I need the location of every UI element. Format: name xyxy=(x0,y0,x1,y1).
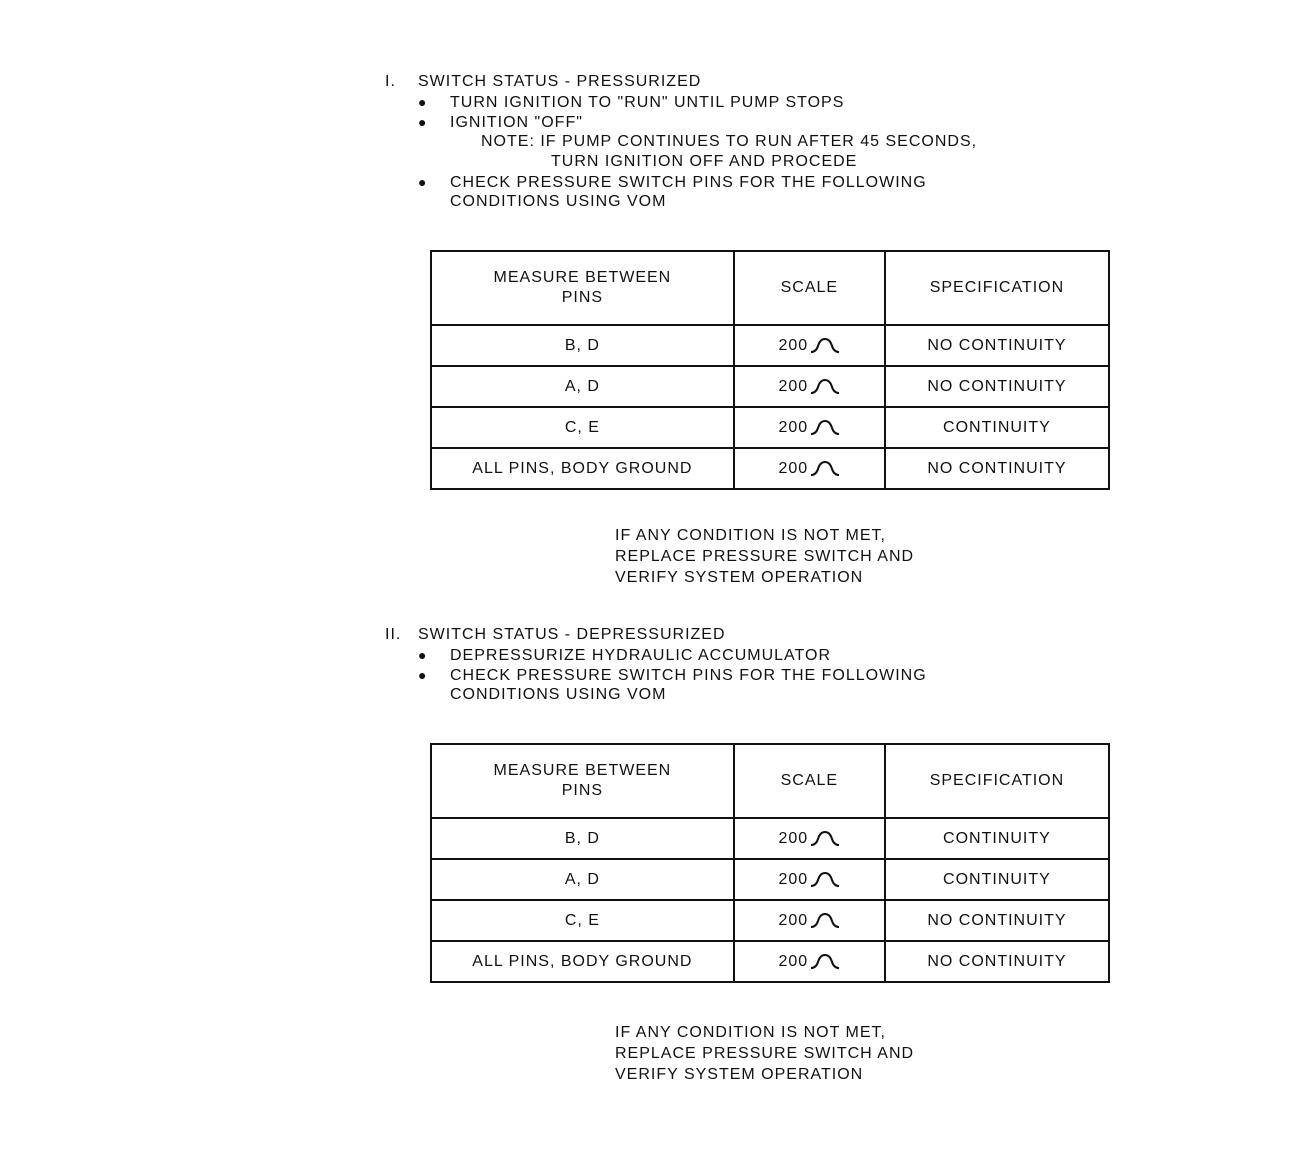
table-row xyxy=(431,941,1109,982)
list-item-text: IGNITION "OFF" xyxy=(450,114,583,131)
cell-scale xyxy=(734,407,885,448)
column-header-pins: MEASURE BETWEEN PINS xyxy=(431,744,734,818)
cell-specification: NO CONTINUITY xyxy=(885,366,1109,407)
cell-scale xyxy=(734,900,885,941)
section-pressurized xyxy=(385,72,1125,586)
ohm-icon xyxy=(810,420,840,436)
section-numeral: II. xyxy=(385,626,402,643)
bullet-icon: ● xyxy=(418,647,428,663)
list-item-text: CHECK PRESSURE SWITCH PINS FOR THE FOLLOWING xyxy=(450,667,927,684)
table-header-row xyxy=(431,744,1109,818)
column-header-scale: SCALE xyxy=(734,744,885,818)
result-instructions xyxy=(615,1022,914,1085)
scale-value: 200 xyxy=(778,336,809,354)
result-line: VERIFY SYSTEM OPERATION xyxy=(615,1066,864,1083)
list-item xyxy=(385,112,1125,132)
spec-table-depressurized xyxy=(430,743,1110,983)
result-line: VERIFY SYSTEM OPERATION xyxy=(615,569,864,586)
table-row xyxy=(431,366,1109,407)
cell-pins: A, D xyxy=(431,366,734,407)
table-row xyxy=(431,900,1109,941)
ohm-icon xyxy=(810,831,840,847)
cell-pins: B, D xyxy=(431,325,734,366)
cell-specification: NO CONTINUITY xyxy=(885,325,1109,366)
section-title: SWITCH STATUS - PRESSURIZED xyxy=(418,73,702,90)
section-depressurized xyxy=(385,625,1125,1083)
table-row xyxy=(431,407,1109,448)
list-item-text: TURN IGNITION TO "RUN" UNTIL PUMP STOPS xyxy=(450,94,845,111)
table-row xyxy=(431,448,1109,489)
note-line-continued: TURN IGNITION OFF AND PROCEDE xyxy=(551,153,858,170)
ohm-icon xyxy=(810,913,840,929)
cell-pins: ALL PINS, BODY GROUND xyxy=(431,941,734,982)
scale-value: 200 xyxy=(778,377,809,395)
cell-scale xyxy=(734,366,885,407)
cell-scale xyxy=(734,325,885,366)
result-line: REPLACE PRESSURE SWITCH AND xyxy=(615,548,915,565)
section-heading xyxy=(385,72,1125,92)
cell-specification: CONTINUITY xyxy=(885,818,1109,859)
cell-specification: CONTINUITY xyxy=(885,859,1109,900)
list-item-continued: CONDITIONS USING VOM xyxy=(450,193,667,210)
cell-specification: NO CONTINUITY xyxy=(885,448,1109,489)
ohm-icon xyxy=(810,461,840,477)
scale-value: 200 xyxy=(778,870,809,888)
cell-pins: A, D xyxy=(431,859,734,900)
cell-specification: NO CONTINUITY xyxy=(885,941,1109,982)
result-line: IF ANY CONDITION IS NOT MET, xyxy=(615,527,886,544)
ohm-icon xyxy=(810,954,840,970)
scale-value: 200 xyxy=(778,459,809,477)
list-item-continued: CONDITIONS USING VOM xyxy=(450,686,667,703)
note-line: NOTE: IF PUMP CONTINUES TO RUN AFTER 45 SECONDS, xyxy=(481,133,978,150)
cell-scale xyxy=(734,448,885,489)
scale-value: 200 xyxy=(778,952,809,970)
cell-pins: C, E xyxy=(431,407,734,448)
spec-table-pressurized xyxy=(430,250,1110,490)
list-item xyxy=(385,665,1125,685)
list-item xyxy=(385,645,1125,665)
cell-scale xyxy=(734,941,885,982)
scale-value: 200 xyxy=(778,418,809,436)
bullet-icon: ● xyxy=(418,94,428,110)
list-item-text: DEPRESSURIZE HYDRAULIC ACCUMULATOR xyxy=(450,647,832,664)
column-header-pins: MEASURE BETWEEN PINS xyxy=(431,251,734,325)
scale-value: 200 xyxy=(778,911,809,929)
bullet-icon: ● xyxy=(418,667,428,683)
cell-specification: NO CONTINUITY xyxy=(885,900,1109,941)
column-header-specification: SPECIFICATION xyxy=(885,744,1109,818)
bullet-icon: ● xyxy=(418,114,428,130)
list-item-text: CHECK PRESSURE SWITCH PINS FOR THE FOLLOWING xyxy=(450,174,927,191)
column-header-scale: SCALE xyxy=(734,251,885,325)
bullet-icon: ● xyxy=(418,174,428,190)
result-line: IF ANY CONDITION IS NOT MET, xyxy=(615,1024,886,1041)
section-numeral: I. xyxy=(385,73,396,90)
column-header-specification: SPECIFICATION xyxy=(885,251,1109,325)
table-row xyxy=(431,325,1109,366)
cell-pins: B, D xyxy=(431,818,734,859)
list-item xyxy=(385,92,1125,112)
list-item xyxy=(385,172,1125,192)
table-header-row xyxy=(431,251,1109,325)
result-line: REPLACE PRESSURE SWITCH AND xyxy=(615,1045,915,1062)
cell-scale xyxy=(734,818,885,859)
ohm-icon xyxy=(810,872,840,888)
cell-pins: C, E xyxy=(431,900,734,941)
ohm-icon xyxy=(810,338,840,354)
cell-pins: ALL PINS, BODY GROUND xyxy=(431,448,734,489)
cell-specification: CONTINUITY xyxy=(885,407,1109,448)
section-heading xyxy=(385,625,1125,645)
cell-scale xyxy=(734,859,885,900)
result-instructions xyxy=(615,525,914,588)
scale-value: 200 xyxy=(778,829,809,847)
section-title: SWITCH STATUS - DEPRESSURIZED xyxy=(418,626,726,643)
ohm-icon xyxy=(810,379,840,395)
table-row xyxy=(431,859,1109,900)
table-row xyxy=(431,818,1109,859)
